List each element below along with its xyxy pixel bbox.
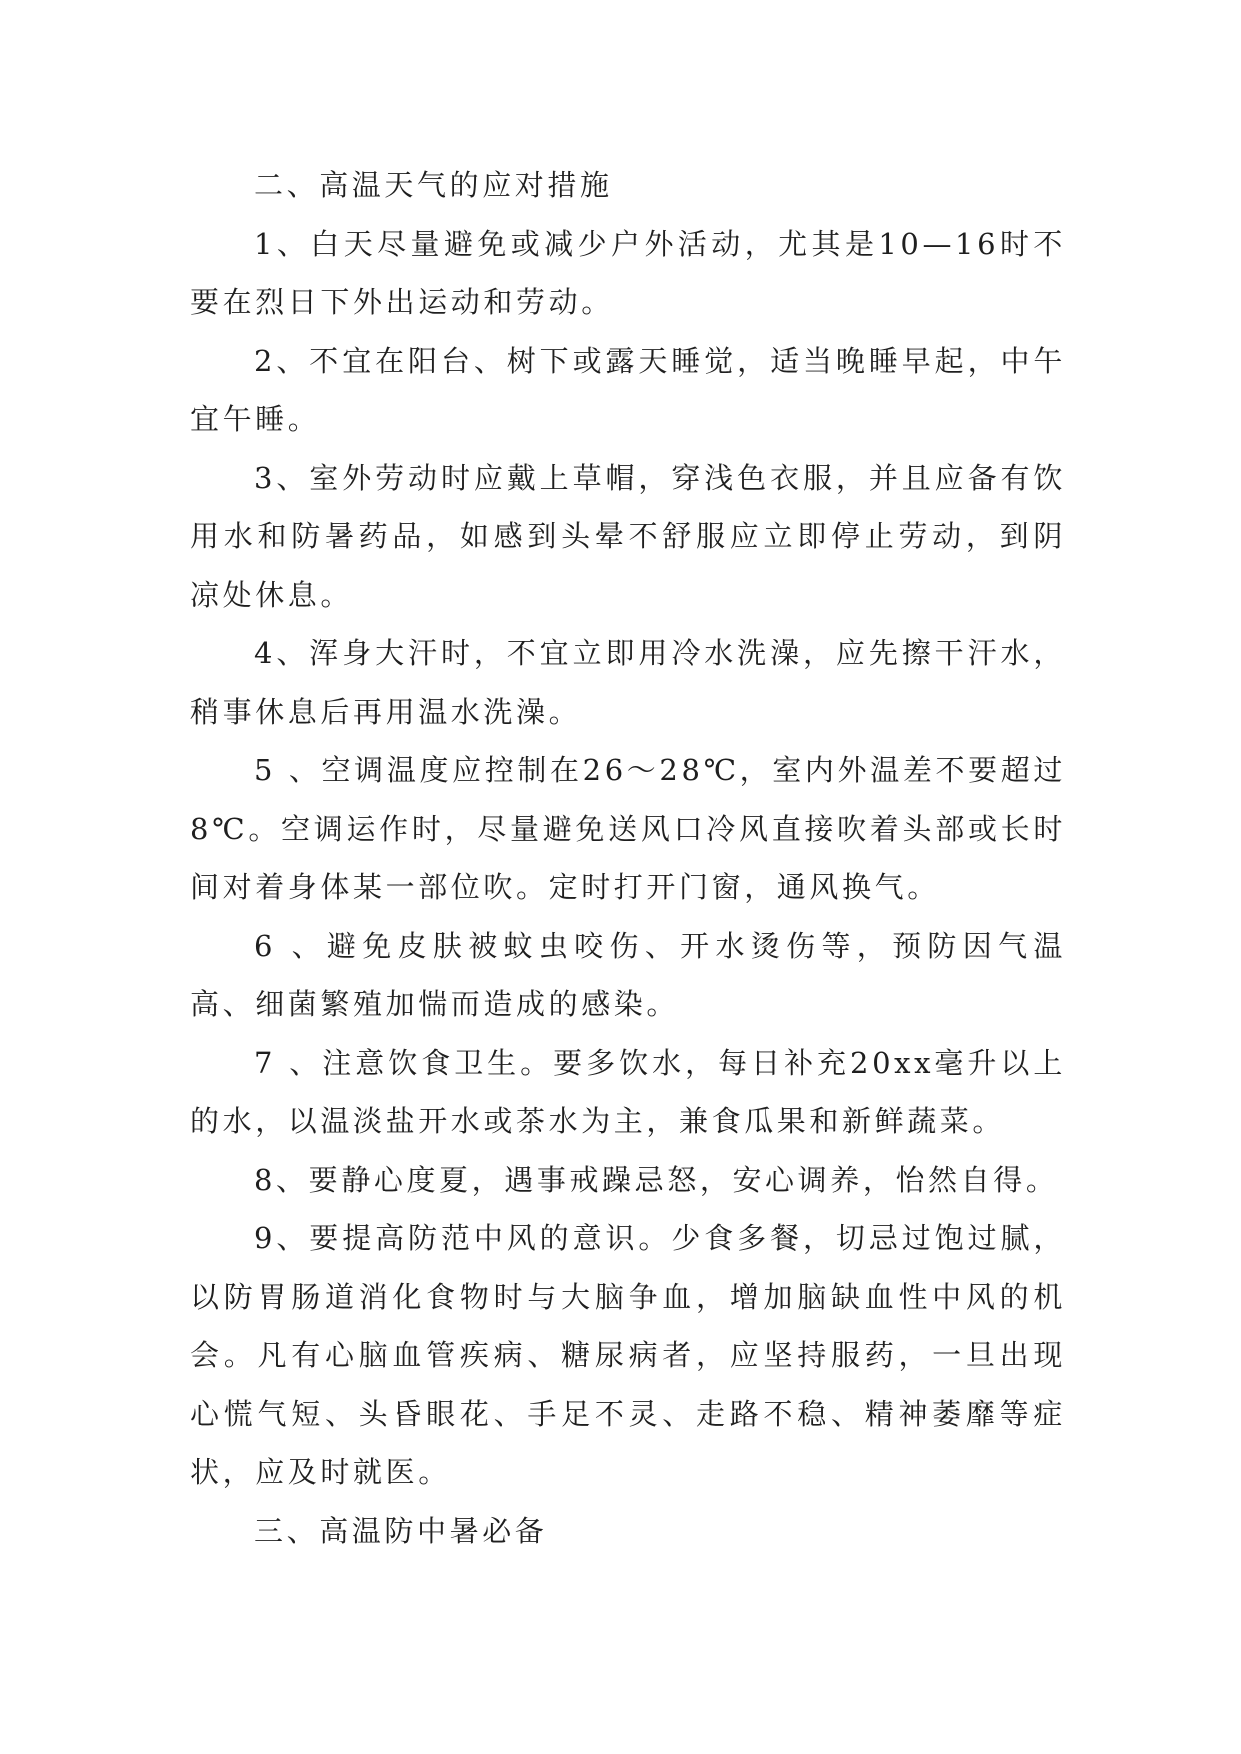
list-item-6: 6 、避免皮肤被蚊虫咬伤、开水烫伤等，预防因气温高、细菌繁殖加惴而造成的感染。 [190, 928, 1066, 1021]
section-heading-coping-measures: 二、高温天气的应对措施 [254, 168, 613, 202]
list-item-1: 1、白天尽量避免或减少户外活动，尤其是10—16时不要在烈日下外出运动和劳动。 [190, 226, 1066, 319]
list-item-7: 7 、注意饮食卫生。要多饮水，每日补充20xx毫升以上的水，以温淡盐开水或茶水为主，兼食瓜果和新鲜蔬菜。 [190, 1045, 1066, 1138]
section-heading-heatstroke-essentials: 三、高温防中暑必备 [254, 1513, 548, 1548]
document-body [190, 156, 1066, 1560]
list-item-2: 2、不宜在阳台、树下或露天睡觉，适当晚睡早起，中午宜午睡。 [190, 343, 1066, 436]
list-item-9: 9、要提高防范中风的意识。少食多餐，切忌过饱过腻，以防胃肠道消化食物时与大脑争血，增加脑缺血性中风的机会。凡有心脑血管疾病、糖尿病者，应坚持服药，一旦出现心慌气短、头昏眼花、手足不灵、走路不稳、精神萎靡等症状，应及时就医。 [190, 1221, 1066, 1489]
list-item-8: 8、要静心度夏，遇事戒躁忌怒，安心调养，怡然自得。 [254, 1162, 1059, 1197]
list-item-4: 4、浑身大汗时，不宜立即用冷水洗澡，应先擦干汗水，稍事休息后再用温水洗澡。 [190, 636, 1066, 729]
list-item-3: 3、室外劳动时应戴上草帽，穿浅色衣服，并且应备有饮用水和防暑药品，如感到头晕不舒服应立即停止劳动，到阴凉处休息。 [190, 460, 1066, 612]
list-item-5: 5 、空调温度应控制在26～28℃，室内外温差不要超过8℃。空调运作时，尽量避免送风口冷风直接吹着头部或长时间对着身体某一部位吹。定时打开门窗，通风换气。 [190, 753, 1066, 904]
